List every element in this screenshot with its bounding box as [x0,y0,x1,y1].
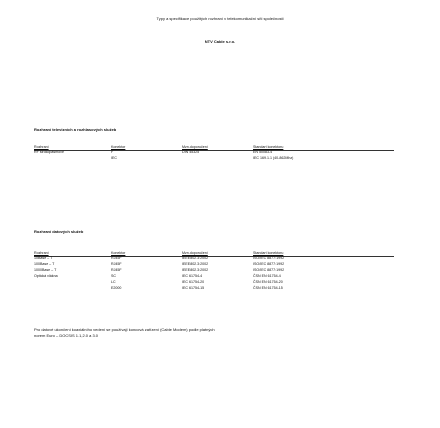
cell-recommendation: IEC 61754-20 [182,280,205,284]
table-row [34,262,394,267]
cell-standard: ČSN EN 61754-20 [253,280,283,284]
col-header-interface: Rozhraní [34,251,49,255]
cell-interface: RF širokopásmové [34,150,64,154]
table-row [34,150,394,155]
cell-standard: ČSN EN 61754-4 [253,274,281,278]
cell-standard: IEC 169.1.1 (40-862Mhz) [253,156,294,160]
cell-standard: ISO/IEC 8877:1992 [253,262,285,266]
table-row [34,156,394,161]
cell-connector: IEC [111,156,117,160]
table-row [34,286,394,291]
cell-connector: LC [111,280,116,284]
cell-interface: 10Base – T [34,256,53,260]
cell-connector: RJ45F [111,262,122,266]
cell-recommendation: IEC 61754-15 [182,286,205,290]
table-row [34,268,394,273]
cell-standard: ČSN EN 61754-15 [253,286,283,290]
cell-standard: ISO/IEC 8877:1992 [253,268,285,272]
cell-recommendation: IEC 61754-4 [182,274,203,278]
cell-connector: RJ45F [111,268,122,272]
cell-connector: E2000 [111,286,122,290]
cell-interface: 1000Base – T [34,268,57,272]
col-header-standard: Standart konektoru [253,251,284,255]
cell-connector: SC [111,274,116,278]
col-header-recommendation: Mzn.doporučení [182,145,208,149]
cell-recommendation: IEEE802.3:2002 [182,256,209,260]
cell-recommendation: IEEE802.3:2002 [182,262,209,266]
col-header-connector: Konektor [111,145,126,149]
col-header-connector: Konektor [111,251,126,255]
company-name: NTV Cable s.r.o. [204,39,236,44]
col-header-standard: Standart konektoru [253,145,284,149]
cell-connector: F [111,150,114,154]
table-row [34,280,394,285]
table-row [34,256,394,261]
table-tv-radio [34,145,394,161]
cell-recommendation: DIN 45325 [182,150,200,154]
cell-recommendation: IEEE802.3:2002 [182,268,209,272]
section-title-tv-radio: Rozhraní televizních a rozhlasových služeb [34,127,117,132]
document-title: Typy a specifikace použitých rozhraní v telekomunikační síti společnosti [156,16,284,21]
cell-standard: EN 50083-4 [253,150,273,154]
cell-standard: ISO/IEC 8877:1992 [253,256,285,260]
footnote-line-2: norem Euro – DOCSIS 1.1,2.0 a 3.0 [34,333,99,338]
section-title-data: Rozhraní datových služeb [34,229,84,234]
cell-connector: RJ45F [111,256,122,260]
cell-interface: Optická vlákna [34,274,58,278]
footnote-line-1: Pro datové ukončení koaxiálního vedení se používají koncová zařízení (Cable Modem) podle platných [34,327,215,332]
col-header-interface: Rozhraní [34,145,49,149]
col-header-recommendation: Mzn.doporučení [182,251,208,255]
cell-interface: 100Base – T [34,262,55,266]
table-row [34,274,394,279]
table-data-services [34,251,394,291]
